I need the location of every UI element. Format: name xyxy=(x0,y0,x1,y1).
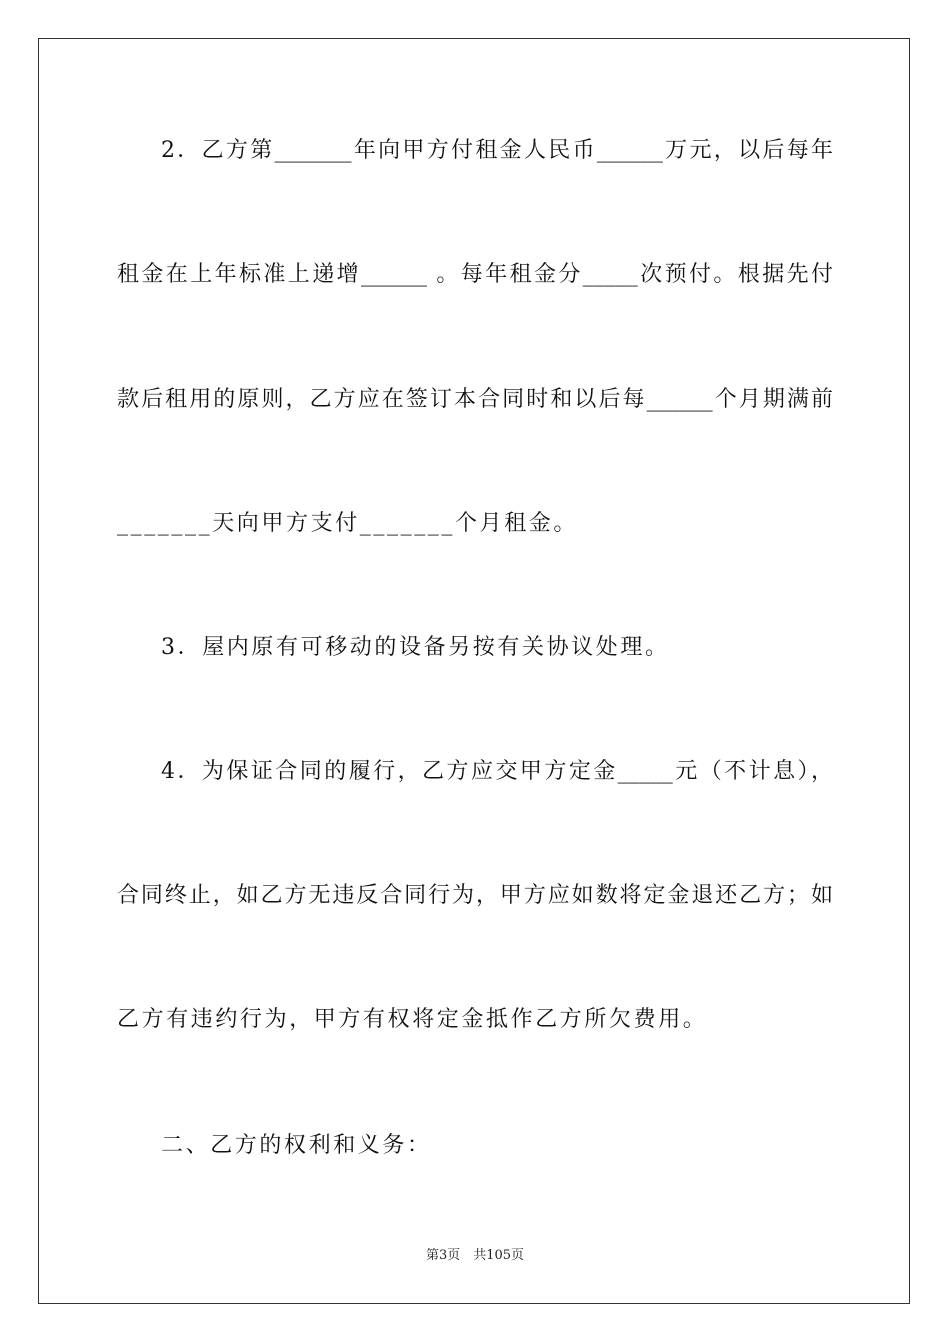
section-heading-party-b-rights: 二、乙方的权利和义务： xyxy=(161,1133,432,1158)
paragraph-3-line-1: 3．屋内原有可移动的设备另按有关协议处理。 xyxy=(161,635,670,660)
paragraph-2-line-4: _______天向甲方支付_______个月租金。 xyxy=(117,511,579,536)
paragraph-4-line-1: 4．为保证合同的履行，乙方应交甲方定金_____元（不计息）， xyxy=(161,759,833,784)
paragraph-2-line-2: 租金在上年标准上递增______ 。每年租金分_____次预付。根据先付 xyxy=(117,262,833,287)
paragraph-2-line-3: 款后租用的原则，乙方应在签订本合同时和以后每______个月期满前 xyxy=(117,387,833,412)
paragraph-4-line-2: 合同终止，如乙方无违反合同行为，甲方应如数将定金退还乙方；如 xyxy=(117,883,833,908)
page-border xyxy=(38,38,910,1304)
paragraph-4-line-3: 乙方有违约行为，甲方有权将定金抵作乙方所欠费用。 xyxy=(117,1007,708,1032)
paragraph-2-line-1: 2．乙方第_______年向甲方付租金人民币______万元，以后每年 xyxy=(161,138,833,163)
page-number-footer: 第3页 共105页 xyxy=(425,1248,525,1263)
